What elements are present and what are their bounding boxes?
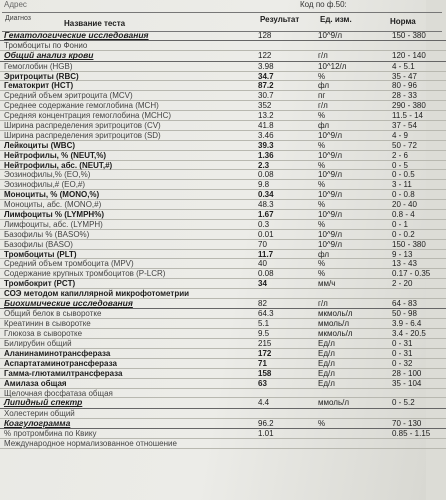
- norm-cell: 0 - 1: [392, 219, 409, 229]
- result-cell: 87.2: [258, 81, 274, 91]
- header-unit: Ед. изм.: [320, 15, 352, 24]
- test-name-cell: Моноциты, абс. (MONO,#): [4, 200, 102, 210]
- norm-cell: 70 - 130: [392, 418, 422, 428]
- table-row: [0, 259, 446, 269]
- unit-cell: фл: [318, 249, 330, 259]
- norm-cell: 0.85 - 1.15: [392, 429, 431, 439]
- section-row: [0, 299, 446, 309]
- result-cell: 3.98: [258, 61, 274, 71]
- norm-cell: 0 - 5: [392, 160, 409, 170]
- norm-cell: 2 - 20: [392, 279, 413, 289]
- test-name-cell: Липидный спектр: [4, 397, 83, 408]
- test-name-cell: Амилаза общая: [4, 378, 67, 388]
- table-row: [0, 379, 446, 389]
- header-test-name: Название теста: [64, 19, 126, 28]
- test-name-cell: Коагулограмма: [4, 417, 71, 428]
- test-name-cell: Общий белок в сыворотке: [4, 309, 102, 319]
- test-name-cell: Международное нормализованное отношение: [4, 439, 177, 449]
- result-cell: 158: [258, 368, 272, 378]
- norm-cell: 120 - 140: [392, 51, 426, 61]
- unit-cell: %: [318, 180, 326, 190]
- unit-cell: 10^9/л: [318, 190, 342, 200]
- unit-cell: 10^9/л: [318, 229, 342, 239]
- unit-cell: 10^9/л: [318, 210, 342, 220]
- test-name-cell: Биохимические исследования: [4, 298, 133, 309]
- test-name-cell: СОЭ методом капиллярной микрофотометрии: [4, 289, 190, 299]
- test-name-cell: Содержание крупных тромбоцитов (P-LCR): [4, 269, 166, 279]
- unit-cell: %: [318, 418, 326, 428]
- test-name-cell: Глюкоза в сыворотке: [4, 329, 83, 339]
- result-cell: 4.4: [258, 398, 270, 408]
- unit-cell: фл: [318, 81, 330, 91]
- test-name-cell: Нейтрофилы, абс. (NEUT,#): [4, 160, 113, 170]
- unit-cell: %: [318, 200, 326, 210]
- norm-cell: 35 - 104: [392, 378, 422, 388]
- norm-cell: 3.9 - 6.4: [392, 319, 422, 329]
- unit-cell: г/л: [318, 51, 328, 61]
- unit-cell: %: [318, 219, 326, 229]
- test-name-cell: Билирубин общий: [4, 339, 72, 349]
- result-cell: 128: [258, 31, 272, 40]
- result-cell: 82: [258, 299, 267, 309]
- table-row: [0, 329, 446, 339]
- table-row: [0, 190, 446, 200]
- table-row: [0, 170, 446, 180]
- norm-cell: 4 - 5.1: [392, 61, 415, 71]
- test-name-cell: Гамма-глютамилтрансфераза: [4, 368, 123, 378]
- norm-cell: 11.5 - 14: [392, 111, 423, 121]
- norm-cell: 28 - 33: [392, 91, 417, 101]
- test-name-cell: Эозинофилы,# (EO,#): [4, 180, 86, 190]
- test-name-cell: Холестерин общий: [4, 408, 75, 418]
- test-name-cell: Аланинаминотрансфераза: [4, 349, 111, 358]
- unit-cell: Ед/л: [318, 378, 335, 388]
- section-row: [0, 419, 446, 429]
- result-cell: 1.01: [258, 429, 274, 439]
- unit-cell: %: [318, 269, 326, 279]
- section-row: [0, 398, 446, 408]
- unit-cell: 10^9/л: [318, 170, 342, 180]
- norm-cell: 290 - 380: [392, 101, 426, 111]
- norm-cell: 0 - 32: [392, 358, 413, 368]
- test-name-cell: Эозинофилы,% (EO,%): [4, 170, 91, 180]
- result-cell: 70: [258, 239, 267, 249]
- unit-cell: %: [318, 71, 326, 81]
- unit-cell: 10^9/л: [318, 239, 342, 249]
- norm-cell: 3 - 11: [392, 180, 412, 190]
- table-header: [2, 12, 442, 32]
- table-row: [0, 349, 446, 359]
- norm-cell: 0 - 0.2: [392, 229, 415, 239]
- table-row: [0, 250, 446, 260]
- unit-cell: 10^12/л: [318, 61, 347, 71]
- address-label: Адрес: [4, 0, 27, 9]
- test-name-cell: Нейтрофилы, % (NEUT,%): [4, 150, 107, 160]
- test-name-cell: Средний объем тромбоцита (MPV): [4, 259, 134, 269]
- result-cell: 13.2: [258, 111, 274, 121]
- result-cell: 0.3: [258, 219, 270, 229]
- header-diagnosis: Диагноз: [5, 15, 31, 22]
- unit-cell: г/л: [318, 101, 328, 111]
- unit-cell: %: [318, 259, 326, 269]
- test-name-cell: Тромбоциты (PLT): [4, 249, 77, 259]
- table-row: [0, 151, 446, 161]
- test-name-cell: Лимфоциты % (LYMPH%): [4, 210, 104, 220]
- test-name-cell: Щелочная фосфатаза общая: [4, 388, 113, 398]
- norm-cell: 35 - 47: [392, 71, 417, 81]
- table-row: [0, 220, 446, 230]
- result-cell: 172: [258, 349, 272, 358]
- result-cell: 352: [258, 101, 272, 111]
- section-row: [0, 31, 446, 41]
- result-cell: 41.8: [258, 121, 274, 131]
- table-row: [0, 230, 446, 240]
- result-cell: 9.5: [258, 329, 270, 339]
- unit-cell: Ед/л: [318, 339, 335, 349]
- table-row: [0, 210, 446, 220]
- table-row: [0, 439, 446, 449]
- test-name-cell: Лимфоциты, абс. (LYMPH): [4, 219, 103, 229]
- result-cell: 71: [258, 358, 267, 368]
- table-row: [0, 319, 446, 329]
- table-row: [0, 141, 446, 151]
- test-name-cell: Гематокрит (HCT): [4, 81, 74, 91]
- result-cell: 11.7: [258, 249, 274, 259]
- norm-cell: 64 - 83: [392, 299, 417, 309]
- unit-cell: Ед/л: [318, 349, 335, 358]
- results-table: [0, 31, 446, 449]
- table-row: [0, 62, 446, 72]
- unit-cell: %: [318, 160, 326, 170]
- unit-cell: 10^9/л: [318, 31, 342, 40]
- norm-cell: 20 - 40: [392, 200, 417, 210]
- table-row: [0, 429, 446, 439]
- unit-cell: %: [318, 111, 326, 121]
- test-name-cell: Гематологические исследования: [4, 30, 149, 40]
- result-cell: 48.3: [258, 200, 274, 210]
- test-name-cell: Общий анализ крови: [4, 50, 94, 61]
- result-cell: 34: [258, 279, 267, 289]
- result-cell: 0.01: [258, 229, 274, 239]
- table-row: [0, 279, 446, 289]
- norm-cell: 150 - 380: [392, 31, 426, 40]
- unit-cell: мкмоль/л: [318, 329, 353, 339]
- test-name-cell: Тромбоциты по Фонио: [4, 41, 88, 51]
- table-row: [0, 359, 446, 369]
- result-cell: 5.1: [258, 319, 270, 329]
- norm-cell: 50 - 98: [392, 309, 417, 319]
- table-row: [0, 369, 446, 379]
- table-row: [0, 240, 446, 250]
- norm-cell: 37 - 54: [392, 121, 417, 131]
- unit-cell: %: [318, 140, 326, 150]
- norm-cell: 28 - 100: [392, 368, 422, 378]
- norm-cell: 0 - 5.2: [392, 398, 415, 408]
- result-cell: 2.3: [258, 160, 270, 170]
- test-name-cell: Аспартатаминотрансфераза: [4, 358, 117, 368]
- norm-cell: 0 - 31: [392, 339, 413, 349]
- norm-cell: 2 - 6: [392, 150, 409, 160]
- result-cell: 9.8: [258, 180, 270, 190]
- norm-cell: 0 - 0.8: [392, 190, 415, 200]
- test-name-cell: Лейкоциты (WBC): [4, 140, 76, 150]
- test-name-cell: Среднее содержание гемоглобина (MCH): [4, 101, 159, 111]
- table-row: [0, 101, 446, 111]
- result-cell: 63: [258, 378, 267, 388]
- norm-cell: 150 - 380: [392, 239, 426, 249]
- test-name-cell: Ширина распределения эритроцитов (SD): [4, 130, 161, 140]
- unit-cell: Ед/л: [318, 358, 335, 368]
- norm-cell: 4 - 9: [392, 130, 409, 140]
- result-cell: 122: [258, 51, 272, 61]
- table-row: [0, 161, 446, 171]
- test-name-cell: Базофилы % (BASO%): [4, 229, 90, 239]
- unit-cell: г/л: [318, 299, 328, 309]
- result-cell: 0.34: [258, 190, 274, 200]
- test-name-cell: Моноциты, % (MONO,%): [4, 190, 100, 200]
- table-row: [0, 131, 446, 141]
- test-name-cell: Креатинин в сыворотке: [4, 319, 91, 329]
- result-cell: 64.3: [258, 309, 274, 319]
- table-row: [0, 81, 446, 91]
- norm-cell: 0 - 31: [392, 349, 413, 358]
- result-cell: 30.7: [258, 91, 274, 101]
- top-line: [0, 0, 426, 10]
- table-row: [0, 72, 446, 82]
- norm-cell: 0.17 - 0.35: [392, 269, 431, 279]
- table-row: [0, 111, 446, 121]
- table-row: [0, 180, 446, 190]
- unit-cell: мкмоль/л: [318, 309, 353, 319]
- unit-cell: фл: [318, 121, 330, 131]
- unit-cell: 10^9/л: [318, 130, 342, 140]
- result-cell: 96.2: [258, 418, 274, 428]
- unit-cell: Ед/л: [318, 368, 335, 378]
- test-name-cell: Ширина распределения эритроцитов (CV): [4, 121, 161, 131]
- norm-cell: 13 - 43: [392, 259, 417, 269]
- norm-cell: 0 - 0.5: [392, 170, 415, 180]
- header-result: Результат: [260, 15, 300, 24]
- unit-cell: ммоль/л: [318, 319, 349, 329]
- test-name-cell: Тромбокрит (PCT): [4, 279, 76, 289]
- result-cell: 40: [258, 259, 267, 269]
- result-cell: 0.08: [258, 170, 274, 180]
- table-row: [0, 269, 446, 279]
- test-name-cell: Гемоглобин (HGB): [4, 61, 73, 71]
- norm-cell: 50 - 72: [392, 140, 417, 150]
- table-row: [0, 91, 446, 101]
- norm-cell: 3.4 - 20.5: [392, 329, 426, 339]
- table-row: [0, 309, 446, 319]
- unit-cell: 10^9/л: [318, 150, 342, 160]
- norm-cell: 80 - 96: [392, 81, 417, 91]
- unit-cell: мм/ч: [318, 279, 336, 289]
- header-norm: Норма: [390, 17, 416, 26]
- norm-cell: 9 - 13: [392, 249, 413, 259]
- result-cell: 1.36: [258, 150, 274, 160]
- norm-cell: 0.8 - 4: [392, 210, 415, 220]
- result-cell: 34.7: [258, 71, 274, 81]
- test-name-cell: Базофилы (BASO): [4, 239, 73, 249]
- test-name-cell: Эритроциты (RBC): [4, 71, 79, 81]
- table-row: [0, 121, 446, 131]
- result-cell: 215: [258, 339, 272, 349]
- result-cell: 1.67: [258, 210, 274, 220]
- section-row: [0, 51, 446, 61]
- unit-cell: ммоль/л: [318, 398, 349, 408]
- result-cell: 3.46: [258, 130, 274, 140]
- test-name-cell: % протромбина по Квику: [4, 429, 97, 439]
- test-name-cell: Средний объем эритроцита (MCV): [4, 91, 133, 101]
- unit-cell: пг: [318, 91, 326, 101]
- code-label: Код по ф.50:: [300, 0, 347, 9]
- result-cell: 39.3: [258, 140, 274, 150]
- table-row: [0, 339, 446, 349]
- result-cell: 0.08: [258, 269, 274, 279]
- test-name-cell: Средняя концентрация гемоглобина (MCHC): [4, 111, 172, 121]
- table-row: [0, 200, 446, 210]
